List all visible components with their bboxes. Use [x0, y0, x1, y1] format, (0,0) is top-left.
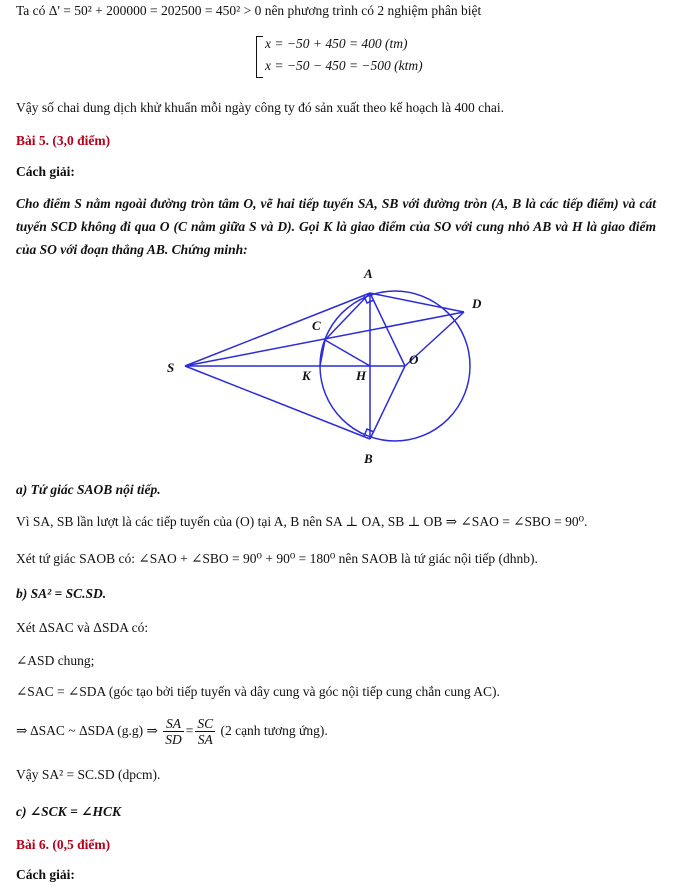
fraction-1-numerator: SA	[163, 716, 184, 732]
label-d: D	[472, 296, 482, 311]
part-b-line-2: ∠ASD chung;	[16, 653, 95, 668]
label-a: A	[364, 266, 373, 281]
segment-sb	[185, 366, 370, 439]
segment-sa	[185, 293, 370, 366]
fraction-sa-sd	[163, 716, 184, 747]
part-b-line-1: Xét ΔSAC và ΔSDA có:	[16, 620, 149, 635]
part-b-line-4	[16, 714, 328, 748]
cach-giai-heading-2: Cách giải:	[16, 867, 75, 882]
label-c: C	[312, 318, 321, 333]
label-o: O	[409, 352, 419, 367]
conclusion-line: Vậy số chai dung dịch khử khuẩn mỗi ngày công ty đó sản xuất theo kế hoạch là 400 chai.	[16, 100, 504, 115]
segment-ch	[325, 340, 370, 366]
part-b-line-5: Vậy SA² = SC.SD (dpcm).	[16, 767, 161, 782]
bai5-title: Bài 5. (3,0 điểm)	[16, 133, 111, 148]
problem-statement: Cho điểm S nằm ngoài đường tròn tâm O, vẽ hai tiếp tuyến SA, SB với đường tròn (A, B là các tiếp điểm) và cát tuyến SCD không đi qua O (C nằm giữa S và D). Gọi K là giao điểm của SO với cung nhỏ AB và H là giao điểm của SO với đoạn thẳng AB. Chứng minh:	[16, 196, 656, 257]
delta-line: Ta có Δ' = 50² + 200000 = 202500 = 450² > 0 nên phương trình có 2 nghiệm phân biệt	[16, 3, 482, 18]
fraction-sc-sa	[195, 716, 215, 747]
system-row-1: x = −50 + 450 = 400 (tm)	[265, 36, 408, 51]
system-row-2: x = −50 − 450 = −500 (ktm)	[265, 58, 423, 73]
label-k: K	[302, 368, 311, 383]
fraction-2-numerator: SC	[197, 716, 214, 732]
fraction-1-denominator: SD	[165, 732, 182, 748]
part-b-title: b) SA² = SC.SD.	[16, 586, 107, 601]
part-a-line-1: Vì SA, SB lần lượt là các tiếp tuyến của (O) tại A, B nên SA ⊥ OA, SB ⊥ OB ⇒ ∠SAO = ∠SBO = 90⁰.	[16, 514, 588, 529]
part-c-title: c) ∠SCK = ∠HCK	[16, 804, 121, 819]
part-b-line-4-prefix: ⇒ ΔSAC ~ ΔSDA (g.g) ⇒	[16, 723, 158, 738]
segment-bo	[370, 366, 405, 439]
label-s: S	[167, 360, 175, 375]
part-a-line-2: Xét tứ giác SAOB có: ∠SAO + ∠SBO = 90⁰ + 90⁰ = 180⁰ nên SAOB là tứ giác nội tiếp (dhnb).	[16, 551, 538, 566]
segment-ad	[370, 293, 464, 312]
cach-giai-heading: Cách giải:	[16, 164, 75, 179]
part-b-line-3: ∠SAC = ∠SDA (góc tạo bởi tiếp tuyến và dây cung và góc nội tiếp cung chắn cung AC).	[16, 684, 500, 699]
part-a-title: a) Tứ giác SAOB nội tiếp.	[16, 482, 161, 497]
part-b-line-4-suffix: (2 cạnh tương ứng).	[220, 723, 328, 738]
segment-sd	[185, 312, 464, 366]
bai6-title: Bài 6. (0,5 điểm)	[16, 837, 111, 852]
fraction-2-denominator: SA	[197, 732, 213, 748]
label-b: B	[364, 451, 373, 466]
label-h: H	[356, 368, 367, 383]
segment-ac	[325, 293, 370, 340]
fraction-equals: =	[185, 723, 194, 738]
